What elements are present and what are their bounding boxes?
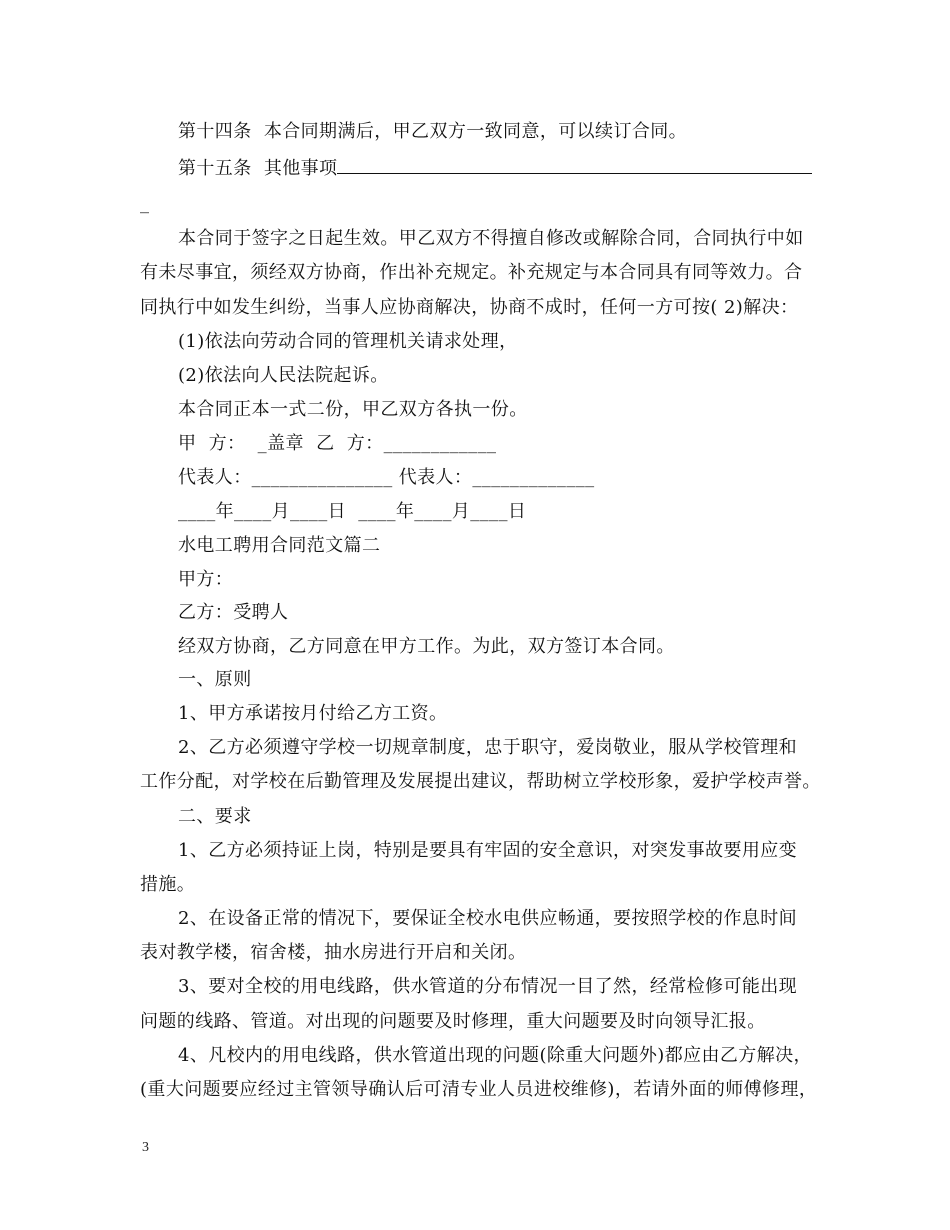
effect-paragraph-line-1: 本合同于签字之日起生效。甲乙双方不得擅自修改或解除合同，合同执行中如: [178, 228, 804, 249]
dispute-option-1: (1)依法向劳动合同的管理机关请求处理，: [178, 331, 518, 352]
dispute-option-2: (2)依法向人民法院起诉。: [178, 365, 389, 386]
principle-2-line-1: 2、乙方必须遵守学校一切规章制度，忠于职守，爱岗敬业，服从学校管理和: [178, 737, 798, 758]
heading-principles: 一、原则: [178, 669, 252, 690]
party-a-label: 甲方：: [178, 569, 234, 590]
clause-15-text: 第十五条 其他事项: [178, 158, 338, 179]
requirement-2-line-2: 表对教学楼，宿舍楼，抽水房进行开启和关闭。: [140, 942, 527, 963]
requirement-2-line-1: 2、在设备正常的情况下，要保证全校水电供应畅通，要按照学校的作息时间: [178, 908, 798, 929]
page-number: 3: [142, 1140, 149, 1155]
party-b-label: 乙方：受聘人: [178, 602, 289, 623]
signature-representatives: 代表人：_______________ 代表人：_____________: [178, 467, 595, 488]
requirement-4-line-2: (重大问题要应经过主管领导确认后可清专业人员进校维修)，若请外面的师傅修理，: [140, 1079, 818, 1100]
requirement-1-line-1: 1、乙方必须持证上岗，特别是要具有牢固的安全意识，对突发事故要用应变: [178, 840, 798, 861]
effect-paragraph-line-2: 有未尽事宜，须经双方协商，作出补充规定。补充规定与本合同具有同等效力。合: [140, 262, 803, 283]
signature-parties: 甲 方： _盖章 乙 方：____________: [178, 433, 497, 454]
signature-dates: ____年____月____日 ____年____月____日: [178, 501, 527, 522]
agreement-intro: 经双方协商，乙方同意在甲方工作。为此，双方签订本合同。: [178, 636, 675, 657]
clause-15-blank: [337, 155, 812, 174]
clause-14: 第十四条 本合同期满后，甲乙双方一致同意，可以续订合同。: [178, 121, 688, 142]
clause-15-blank-tail: _: [140, 193, 150, 214]
section-title-part-two: 水电工聘用合同范文篇二: [178, 535, 381, 556]
clause-15: [178, 155, 812, 181]
effect-paragraph-line-3: 同执行中如发生纠纷，当事人应协商解决，协商不成时，任何一方可按( 2)解决：: [140, 297, 799, 318]
heading-requirements: 二、要求: [178, 806, 252, 827]
principle-2-line-2: 工作分配，对学校在后勤管理及发展提出建议，帮助树立学校形象，爱护学校声誉。: [140, 771, 821, 792]
principle-1: 1、甲方承诺按月付给乙方工资。: [178, 703, 448, 724]
requirement-3-line-1: 3、要对全校的用电线路，供水管道的分布情况一目了然，经常检修可能出现: [178, 976, 798, 997]
requirement-1-line-2: 措施。: [140, 874, 196, 895]
requirement-4-line-1: 4、凡校内的用电线路，供水管道出现的问题(除重大问题外)都应由乙方解决，: [178, 1045, 812, 1066]
copies-statement: 本合同正本一式二份，甲乙双方各执一份。: [178, 399, 528, 420]
requirement-3-line-2: 问题的线路、管道。对出现的问题要及时修理，重大问题要及时向领导汇报。: [140, 1011, 766, 1032]
